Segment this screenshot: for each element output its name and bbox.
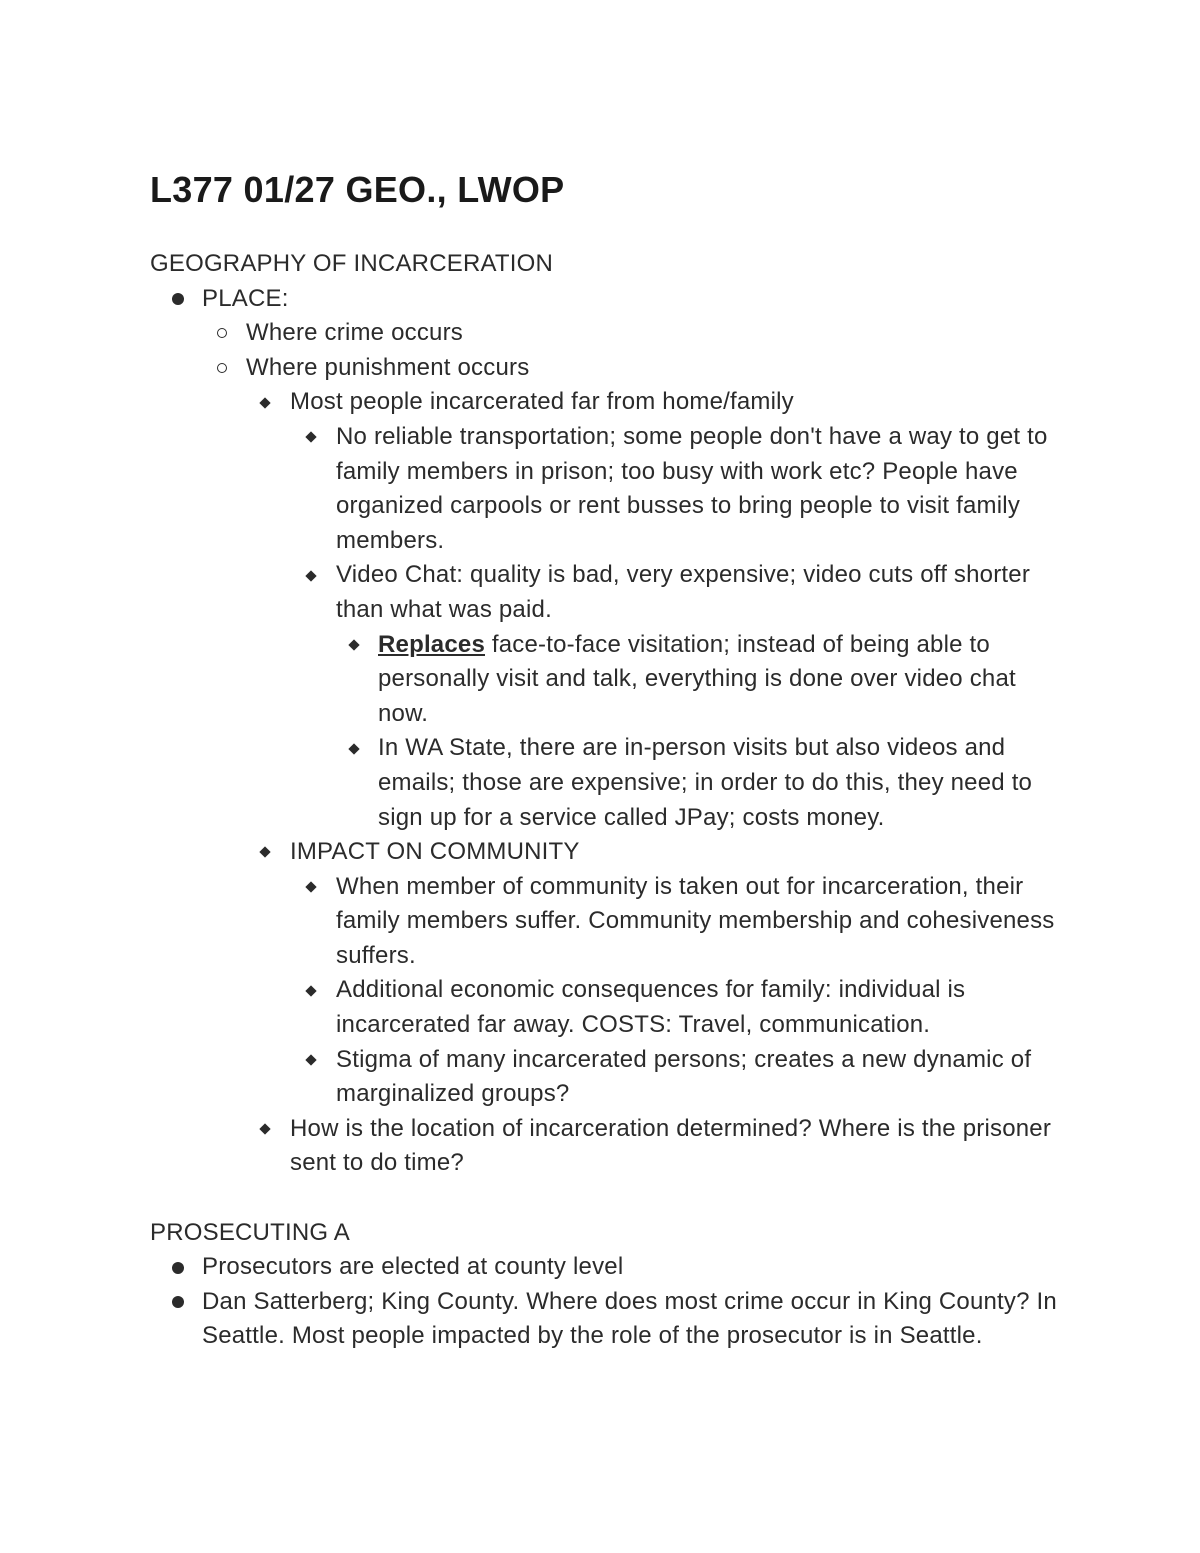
bullet-diamond-icon (301, 558, 321, 593)
list-item-impact-member (150, 870, 1060, 974)
list-item-text: Stigma of many incarcerated persons; creates a new dynamic of marginalized groups? (336, 1045, 1032, 1108)
bullet-disc-icon (168, 1250, 188, 1285)
list-item-satterberg (150, 1285, 1060, 1354)
list-item-where-crime (150, 316, 1060, 351)
bullet-diamond-icon (301, 973, 321, 1008)
bullet-diamond-icon (255, 385, 275, 420)
list-item-text: Where crime occurs (246, 319, 463, 347)
list-item-text: face-to-face visitation; instead of being able to personally visit and talk, everything is done over video chat now. (378, 630, 1016, 727)
bullet-circle-icon (212, 351, 232, 386)
list-item-wa-state (150, 731, 1060, 835)
list-item-video-chat (150, 558, 1060, 627)
bullet-disc-icon (168, 1285, 188, 1320)
bullet-diamond-icon (344, 731, 364, 766)
list-item-impact-economic (150, 973, 1060, 1042)
notes-page (150, 168, 1060, 1354)
emphasized-word: Replaces (378, 630, 485, 658)
bullet-diamond-icon (301, 420, 321, 455)
list-item-no-transport (150, 420, 1060, 558)
bullet-diamond-icon (301, 870, 321, 905)
list-item-location-question (150, 1112, 1060, 1181)
list-item-text: Video Chat: quality is bad, very expensive; video cuts off shorter than what was paid. (336, 561, 1031, 623)
bullet-diamond-icon (344, 628, 364, 663)
list-item-impact (150, 835, 1060, 870)
list-item-text: PLACE: (202, 284, 289, 312)
prosecuting-list (150, 1250, 1060, 1354)
list-item-elected (150, 1250, 1060, 1285)
list-item-text: Additional economic consequences for family: individual is incarcerated far away. COSTS: Travel, communication. (336, 976, 966, 1039)
bullet-disc-icon (168, 282, 188, 317)
list-item-text: IMPACT ON COMMUNITY (290, 838, 580, 866)
bullet-diamond-icon (301, 1043, 321, 1078)
list-item-text: In WA State, there are in-person visits but also videos and emails; those are expensive; in order to do this, they need to sign up for a service called JPay; costs money. (378, 734, 1033, 831)
section-heading-geography: GEOGRAPHY OF INCARCERATION (150, 250, 554, 277)
list-item-text: Prosecutors are elected at county level (202, 1253, 624, 1281)
bullet-circle-icon (212, 316, 232, 351)
list-item-far-from-home (150, 385, 1060, 420)
list-item-text: How is the location of incarceration determined? Where is the prisoner sent to do time? (290, 1114, 1052, 1177)
list-item-where-punishment (150, 351, 1060, 386)
list-item-text: Dan Satterberg; King County. Where does most crime occur in King County? In Seattle. Most people impacted by the role of the prosecutor is in Seattle. (202, 1287, 1057, 1350)
list-item-text: Where punishment occurs (246, 353, 530, 381)
list-item-text: When member of community is taken out for incarceration, their family members suffer. Community membership and cohesiveness suffers. (336, 872, 1055, 969)
section-heading-prosecuting: PROSECUTING A (150, 1218, 350, 1246)
geography-list (150, 282, 1060, 1181)
bullet-diamond-icon (255, 835, 275, 870)
bullet-diamond-icon (255, 1112, 275, 1147)
list-item-text: No reliable transportation; some people don't have a way to get to family members in prison; too busy with work etc? People have organized carpools or rent busses to bring people to visit family members. (336, 422, 1048, 554)
list-item-text: Most people incarcerated far from home/family (290, 388, 794, 416)
list-item-impact-stigma (150, 1043, 1060, 1112)
list-item-replaces (150, 628, 1060, 732)
list-item-place (150, 282, 1060, 317)
page-title: L377 01/27 GEO., LWOP (150, 169, 565, 210)
section-spacer (150, 1181, 1060, 1216)
